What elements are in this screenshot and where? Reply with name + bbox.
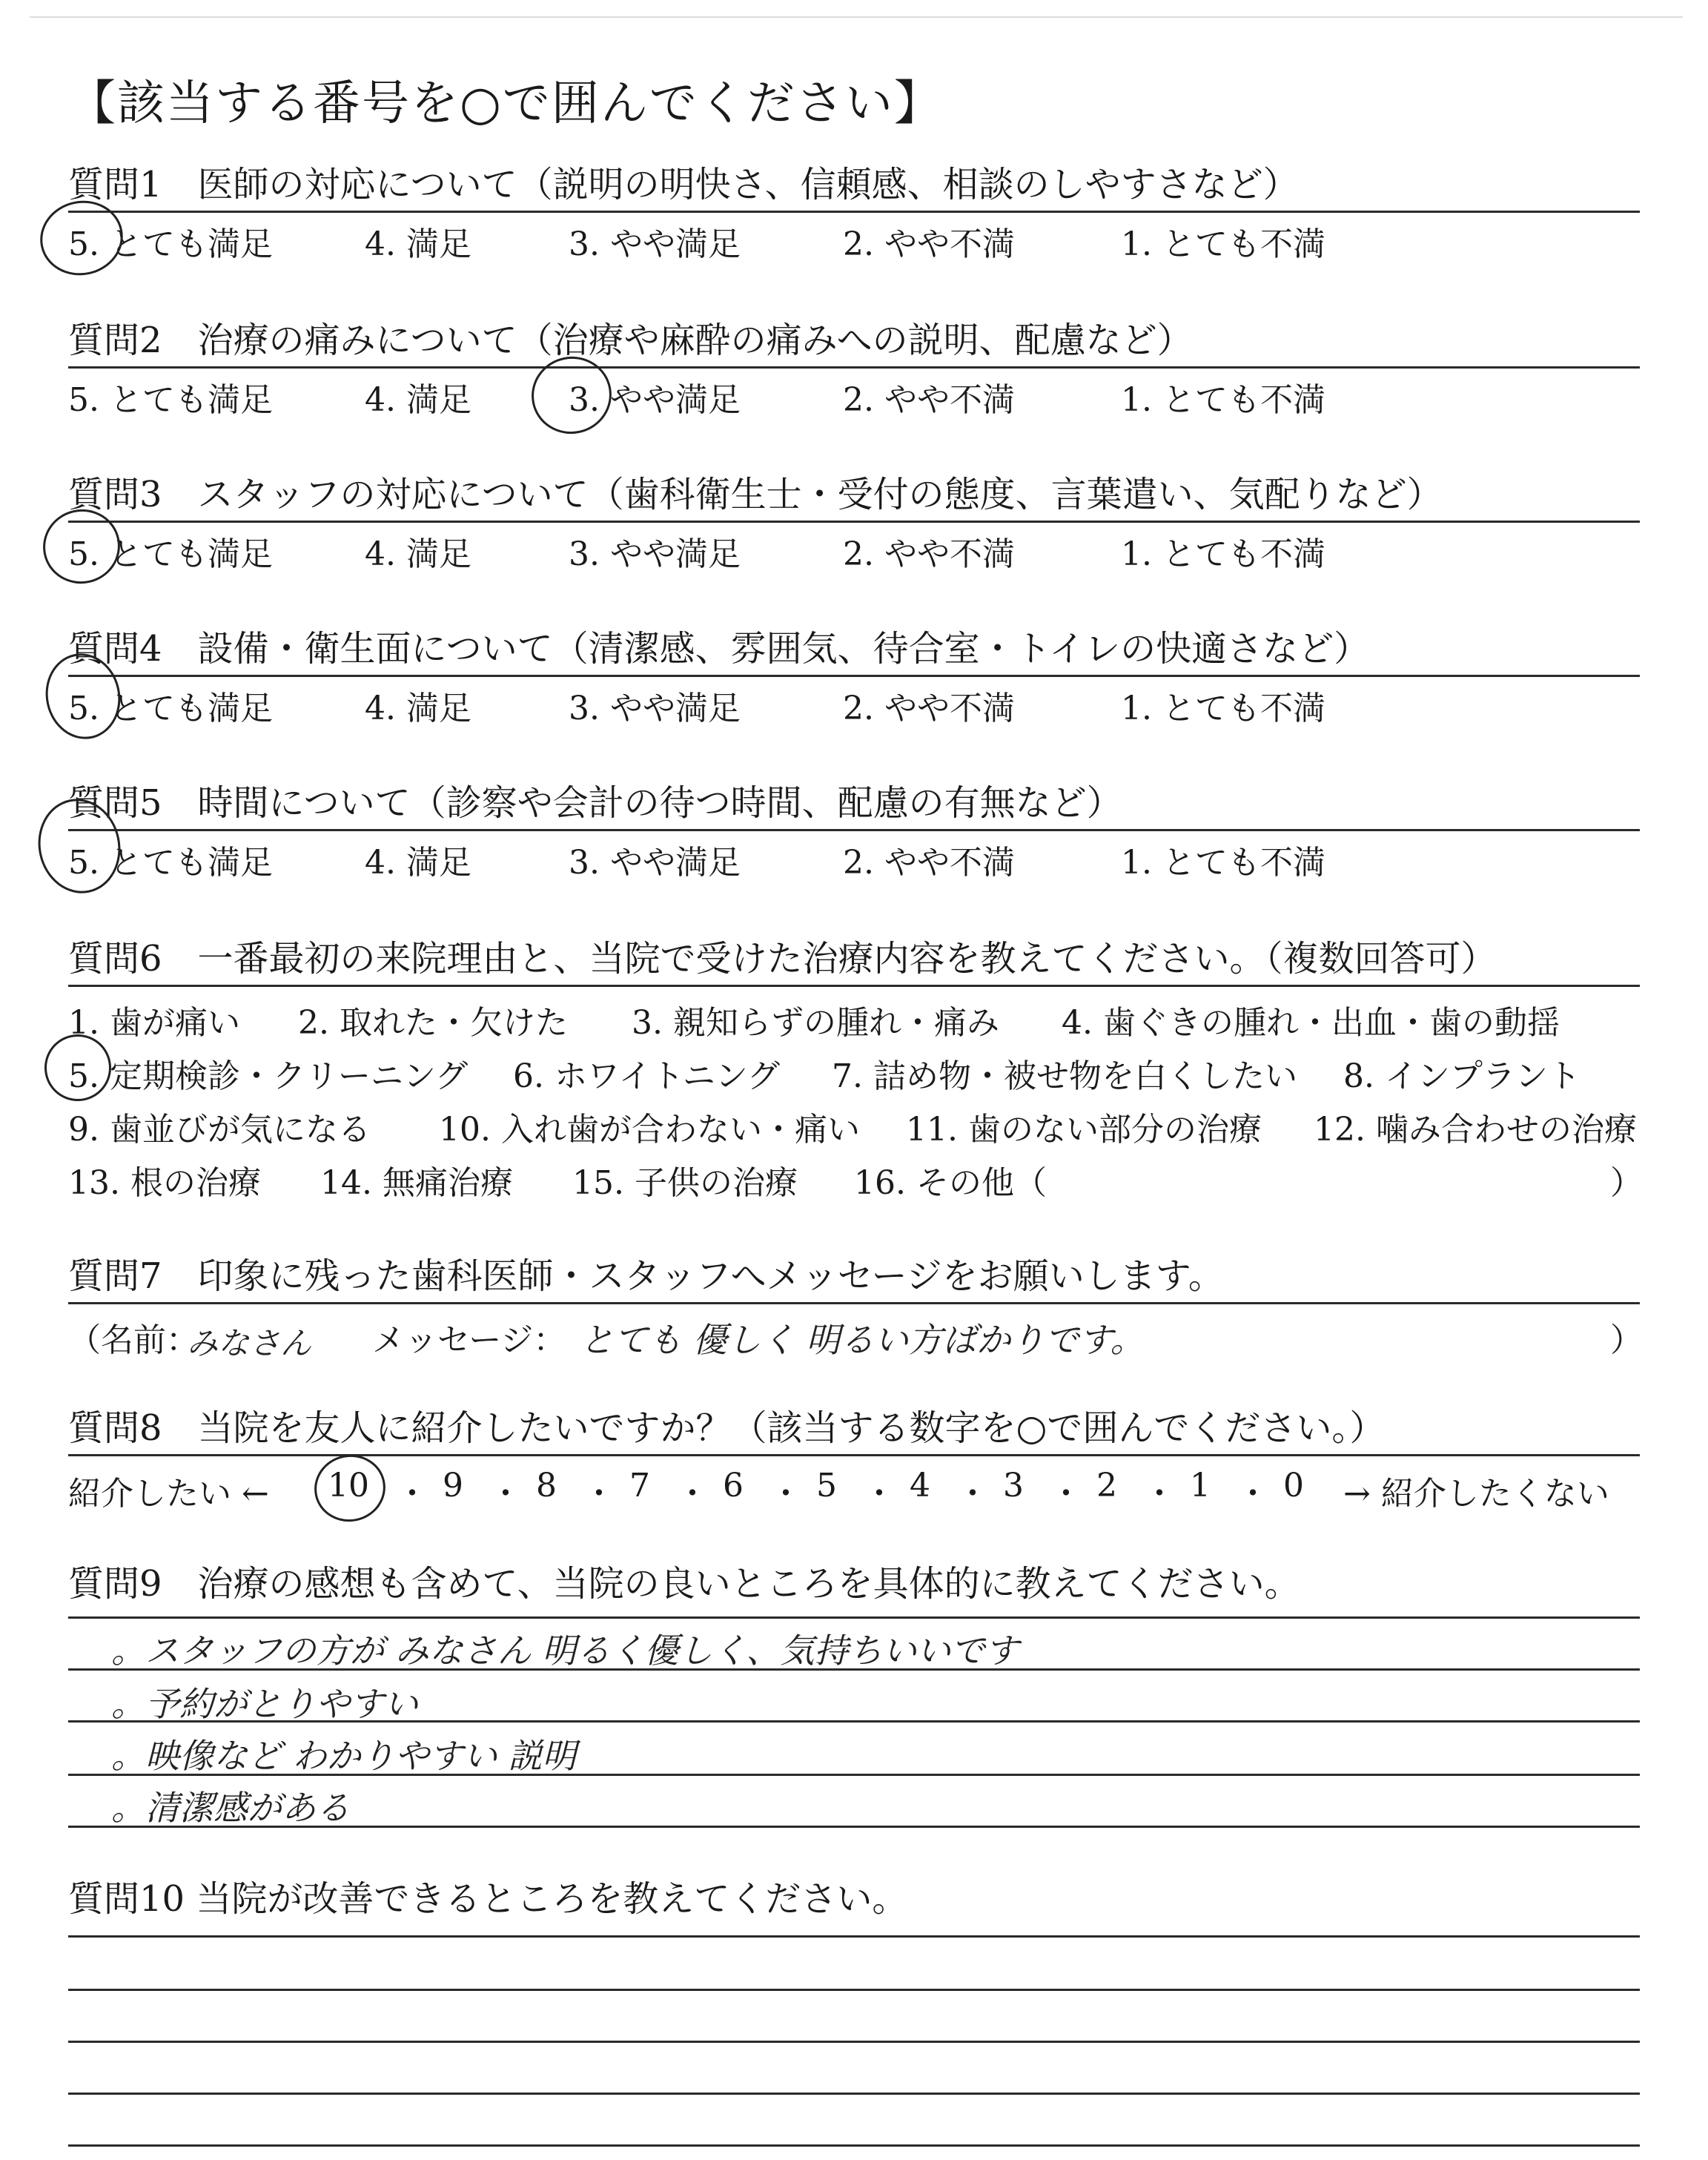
q8-score-0[interactable]: 0 <box>1283 1467 1304 1505</box>
q6-option-3[interactable]: 3. 親知らずの腫れ・痛み <box>632 1004 999 1042</box>
question-4-title: 質問4 設備・衛生面について（清潔感、雰囲気、待合室・トイレの快適さなど） <box>68 628 1370 670</box>
question-3-title: 質問3 スタッフの対応について（歯科衛生士・受付の態度、言葉遣い、気配りなど） <box>68 474 1443 515</box>
q3-option-3[interactable]: 3. やや満足 <box>569 535 741 573</box>
question-9 <box>68 1561 1640 1607</box>
q8-score-1[interactable]: 1 <box>1190 1467 1211 1505</box>
q2-option-3[interactable]: 3. やや満足 <box>569 381 741 419</box>
page-title: 【該当する番号を○で囲んでください】 <box>68 76 943 131</box>
question-7-title: 質問7 印象に残った歯科医師・スタッフへメッセージをお願いします。 <box>68 1255 1224 1297</box>
q2-option-5[interactable]: 5. とても満足 <box>68 381 273 419</box>
q10-answer-line[interactable] <box>68 1935 1640 1938</box>
q4-option-1[interactable]: 1. とても不満 <box>1121 690 1325 727</box>
q1-option-5[interactable]: 5. とても満足 <box>68 225 273 263</box>
q8-separator: ・ <box>676 1475 709 1513</box>
q5-option-3[interactable]: 3. やや満足 <box>569 844 741 882</box>
q7-close-paren: ） <box>1610 1321 1643 1359</box>
q3-option-4[interactable]: 4. 満足 <box>365 535 471 573</box>
q8-separator: ・ <box>1237 1475 1269 1513</box>
q8-score-6[interactable]: 6 <box>723 1467 744 1505</box>
q6-option-7[interactable]: 7. 詰め物・被せ物を白くしたい <box>832 1057 1297 1095</box>
q9-answer-4[interactable]: 。清潔感がある <box>111 1788 350 1828</box>
question-5-options <box>68 836 1640 883</box>
question-6-options <box>68 996 1643 1218</box>
q6-option-8[interactable]: 8. インプラント <box>1343 1057 1580 1095</box>
q5-option-1[interactable]: 1. とても不満 <box>1121 844 1325 882</box>
q10-answer-line[interactable] <box>68 2144 1640 2147</box>
q8-score-8[interactable]: 8 <box>536 1467 557 1505</box>
q8-separator: ・ <box>1050 1475 1082 1513</box>
question-1-title: 質問1 医師の対応について（説明の明快さ、信頼感、相談のしやすさなど） <box>68 164 1299 205</box>
q9-answer-line <box>68 1616 1640 1619</box>
q8-score-4[interactable]: 4 <box>910 1467 930 1505</box>
question-8-rule <box>68 1454 1640 1456</box>
question-5 <box>68 780 1640 883</box>
q2-option-4[interactable]: 4. 満足 <box>365 381 471 419</box>
q4-option-2[interactable]: 2. やや不満 <box>843 690 1015 727</box>
q6-option-2[interactable]: 2. 取れた・欠けた <box>298 1004 568 1042</box>
question-5-rule <box>68 829 1640 831</box>
question-4-rule <box>68 675 1640 677</box>
q8-score-3[interactable]: 3 <box>1003 1467 1024 1505</box>
q1-option-3[interactable]: 3. やや満足 <box>569 225 741 263</box>
question-6-rule <box>68 985 1640 987</box>
q8-score-5[interactable]: 5 <box>816 1467 837 1505</box>
question-6-title: 質問6 一番最初の来院理由と、当院で受けた治療内容を教えてください。（複数回答可） <box>68 938 1497 980</box>
q6-option-16[interactable]: 16. その他（ <box>854 1164 1047 1202</box>
q8-score-7[interactable]: 7 <box>629 1467 650 1505</box>
question-8-title: 質問8 当院を友人に紹介したいですか？（該当する数字を○で囲んでください。） <box>68 1407 1386 1449</box>
q8-score-10[interactable]: 10 <box>328 1467 369 1505</box>
q8-answer-circle <box>308 1448 392 1528</box>
q8-separator: ・ <box>769 1475 802 1513</box>
question-7 <box>68 1253 1643 1362</box>
q1-option-2[interactable]: 2. やや不満 <box>843 225 1015 263</box>
q4-option-3[interactable]: 3. やや満足 <box>569 690 741 727</box>
q8-separator: ・ <box>1143 1475 1176 1513</box>
question-7-rule <box>68 1302 1640 1304</box>
question-3 <box>68 472 1640 575</box>
q5-option-2[interactable]: 2. やや不満 <box>843 844 1015 882</box>
question-2-options <box>68 373 1640 420</box>
question-3-rule <box>68 521 1640 523</box>
top-divider <box>30 16 1683 18</box>
q6-option-1[interactable]: 1. 歯が痛い <box>68 1004 240 1042</box>
question-4 <box>68 626 1640 729</box>
q7-name-label: （名前： <box>68 1321 199 1359</box>
question-1 <box>68 162 1640 265</box>
q6-option-15[interactable]: 15. 子供の治療 <box>572 1164 798 1202</box>
q9-answer-3[interactable]: 。映像など わかりやすい 説明 <box>111 1736 577 1776</box>
question-2-rule <box>68 366 1640 369</box>
q1-option-4[interactable]: 4. 満足 <box>365 225 471 263</box>
q6-option-6[interactable]: 6. ホワイトニング <box>513 1057 781 1095</box>
question-2-title: 質問2 治療の痛みについて（治療や麻酔の痛みへの説明、配慮など） <box>68 320 1193 361</box>
q8-separator: ・ <box>863 1475 896 1513</box>
q3-option-5[interactable]: 5. とても満足 <box>68 535 273 573</box>
q8-separator: ・ <box>956 1475 989 1513</box>
q5-option-5[interactable]: 5. とても満足 <box>68 844 273 882</box>
q10-answer-line[interactable] <box>68 1989 1640 1991</box>
q7-message-value[interactable]: とても 優しく 明るい方ばかりです。 <box>580 1320 1145 1360</box>
q6-option-11[interactable]: 11. 歯のない部分の治療 <box>906 1111 1262 1149</box>
q6-option-5[interactable]: 5. 定期検診・クリーニング <box>68 1057 469 1095</box>
q6-option-13[interactable]: 13. 根の治療 <box>68 1164 261 1202</box>
question-10 <box>68 1876 1640 1922</box>
question-8-scale <box>68 1464 1640 1516</box>
q3-option-2[interactable]: 2. やや不満 <box>843 535 1015 573</box>
question-1-rule <box>68 211 1640 213</box>
q1-option-1[interactable]: 1. とても不満 <box>1121 225 1325 263</box>
question-6 <box>68 936 1643 1218</box>
q6-option-9[interactable]: 9. 歯並びが気になる <box>68 1111 371 1149</box>
q8-score-9[interactable]: 9 <box>443 1467 463 1505</box>
q8-separator: ・ <box>489 1475 522 1513</box>
question-1-options <box>68 217 1640 265</box>
question-8 <box>68 1405 1640 1516</box>
question-5-title: 質問5 時間について（診察や会計の待つ時間、配慮の有無など） <box>68 782 1122 824</box>
q4-option-4[interactable]: 4. 満足 <box>365 690 471 727</box>
q9-answer-1[interactable]: 。スタッフの方が みなさん 明るく優しく、気持ちいいです <box>111 1631 1019 1671</box>
q10-answer-line[interactable] <box>68 2093 1640 2095</box>
q8-left-label: 紹介したい ← <box>68 1475 269 1513</box>
q6-other-close-paren: ） <box>1610 1164 1643 1202</box>
question-10-title: 質問10 当院が改善できるところを教えてください。 <box>68 1878 908 1920</box>
q4-option-5[interactable]: 5. とても満足 <box>68 690 273 727</box>
q8-separator: ・ <box>583 1475 615 1513</box>
q2-option-2[interactable]: 2. やや不満 <box>843 381 1015 419</box>
q2-option-1[interactable]: 1. とても不満 <box>1121 381 1325 419</box>
q8-right-label: → 紹介したくない <box>1343 1475 1609 1513</box>
question-9-title: 質問9 治療の感想も含めて、当院の良いところを具体的に教えてください。 <box>68 1563 1300 1605</box>
question-2 <box>68 317 1640 420</box>
question-7-message-row <box>68 1310 1643 1362</box>
q9-answer-2[interactable]: 。予約がとりやすい <box>111 1684 418 1724</box>
q6-option-14[interactable]: 14. 無痛治療 <box>320 1164 513 1202</box>
question-4-options <box>68 681 1640 729</box>
q6-option-4[interactable]: 4. 歯ぐきの腫れ・出血・歯の動揺 <box>1062 1004 1560 1042</box>
q6-option-12[interactable]: 12. 噛み合わせの治療 <box>1314 1111 1637 1149</box>
q3-option-1[interactable]: 1. とても不満 <box>1121 535 1325 573</box>
q7-message-label: メッセージ： <box>372 1321 566 1359</box>
question-3-options <box>68 527 1640 575</box>
q7-name-value[interactable]: みなさん <box>187 1325 312 1361</box>
q8-separator: ・ <box>396 1475 428 1513</box>
q5-option-4[interactable]: 4. 満足 <box>365 844 471 882</box>
q8-score-2[interactable]: 2 <box>1096 1467 1117 1505</box>
q10-answer-line[interactable] <box>68 2041 1640 2043</box>
q6-option-10[interactable]: 10. 入れ歯が合わない・痛い <box>439 1111 860 1149</box>
